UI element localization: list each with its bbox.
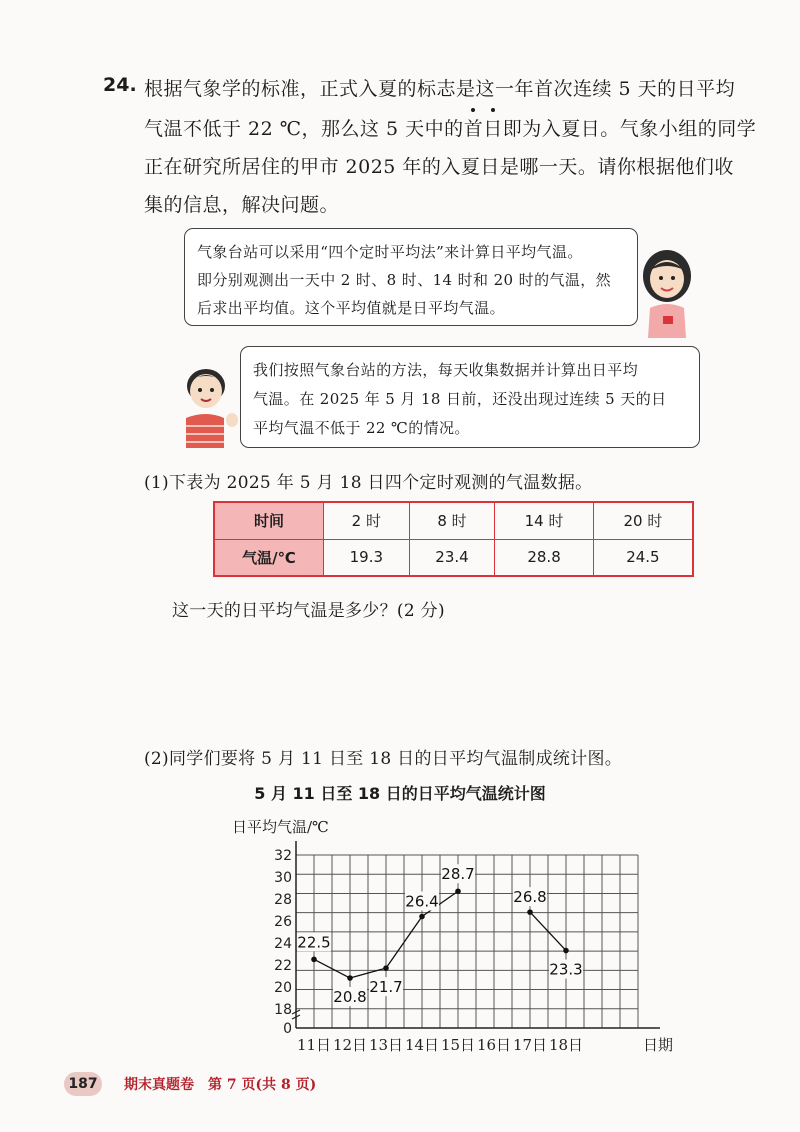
part1-question: 这一天的日平均气温是多少？(2 分) xyxy=(172,601,445,621)
x-axis-label: 日期 xyxy=(642,1036,674,1054)
x-tick-label: 14日 xyxy=(404,1036,440,1054)
x-tick-label: 15日 xyxy=(440,1036,476,1054)
data-label: 20.8 xyxy=(333,988,367,1007)
x-tick-label: 17日 xyxy=(512,1036,548,1054)
y-tick-label: 20 xyxy=(274,979,292,996)
table-cell: 8 时 xyxy=(409,502,495,539)
table-header-time: 时间 xyxy=(214,502,324,539)
data-point xyxy=(311,957,317,963)
table-header-temp: 气温/℃ xyxy=(214,539,324,576)
table-cell: 2 时 xyxy=(324,502,410,539)
y-tick-label: 32 xyxy=(274,848,292,864)
question-line-1: 根据气象学的标准，正式入夏的标志是这一年首次连续 5 天的日平均 xyxy=(144,78,736,100)
data-point xyxy=(419,914,425,920)
question-line-2a: 气温不低于 22 ℃，那么这 5 天中的 xyxy=(144,118,464,140)
data-label: 28.7 xyxy=(441,865,475,884)
data-point xyxy=(383,965,389,971)
bubble2-line-3: 平均气温不低于 22 ℃的情况。 xyxy=(253,419,470,437)
chart-y-label: 日平均气温/℃ xyxy=(232,818,329,836)
part1-intro: (1)下表为 2025 年 5 月 18 日四个定时观测的气温数据。 xyxy=(144,473,593,493)
table-cell: 28.8 xyxy=(495,539,593,576)
question-number: 24. xyxy=(103,74,137,96)
question-line-2b: 即为入夏日。气象小组的同学 xyxy=(502,118,757,140)
chart-title: 5 月 11 日至 18 日的日平均气温统计图 xyxy=(254,784,546,803)
data-point xyxy=(455,888,461,894)
y-tick-label: 26 xyxy=(274,913,292,930)
data-point xyxy=(563,948,569,954)
question-line-3: 正在研究所居住的甲市 2025 年的入夏日是哪一天。请你根据他们收 xyxy=(144,156,734,178)
y-tick-label: 0 xyxy=(283,1021,292,1037)
bubble1-line-2: 即分别观测出一天中 2 时、8 时、14 时和 20 时的气温，然 xyxy=(197,271,612,289)
question-line-4: 集的信息，解决问题。 xyxy=(144,194,340,216)
y-tick-label: 28 xyxy=(274,891,292,908)
x-tick-label: 16日 xyxy=(476,1036,512,1054)
data-label: 26.4 xyxy=(405,892,439,911)
data-label: 26.8 xyxy=(513,888,547,907)
table-cell: 24.5 xyxy=(593,539,693,576)
page-number: 187 xyxy=(64,1072,102,1096)
y-tick-label: 18 xyxy=(274,1001,292,1018)
x-tick-label: 11日 xyxy=(296,1036,332,1054)
bubble2-line-2: 气温。在 2025 年 5 月 18 日前，还没出现过连续 5 天的日 xyxy=(253,390,667,408)
data-point xyxy=(347,975,353,981)
data-point xyxy=(527,909,533,915)
bubble1-line-3: 后求出平均值。这个平均值就是日平均气温。 xyxy=(197,299,506,317)
data-label: 23.3 xyxy=(549,960,583,979)
y-tick-label: 22 xyxy=(274,957,292,974)
x-tick-label: 18日 xyxy=(548,1036,584,1054)
emphasis-char-1: 首 xyxy=(464,114,484,141)
table-cell: 23.4 xyxy=(409,539,495,576)
emphasis-char-2: 日 xyxy=(483,114,503,141)
x-tick-label: 12日 xyxy=(332,1036,368,1054)
data-label: 22.5 xyxy=(297,933,331,952)
table-cell: 20 时 xyxy=(593,502,693,539)
y-tick-label: 24 xyxy=(274,935,292,952)
part2-intro: (2)同学们要将 5 月 11 日至 18 日的日平均气温制成统计图。 xyxy=(144,749,623,769)
table-cell: 14 时 xyxy=(495,502,593,539)
data-label: 21.7 xyxy=(369,978,403,997)
bubble1-line-1: 气象台站可以采用“四个定时平均法”来计算日平均气温。 xyxy=(197,243,583,261)
table-cell: 19.3 xyxy=(324,539,410,576)
y-tick-label: 30 xyxy=(274,869,292,886)
x-tick-label: 13日 xyxy=(368,1036,404,1054)
bubble2-line-1: 我们按照气象台站的方法，每天收集数据并计算出日平均 xyxy=(253,361,639,379)
footer-text: 期末真题卷 第 7 页(共 8 页) xyxy=(124,1077,317,1093)
